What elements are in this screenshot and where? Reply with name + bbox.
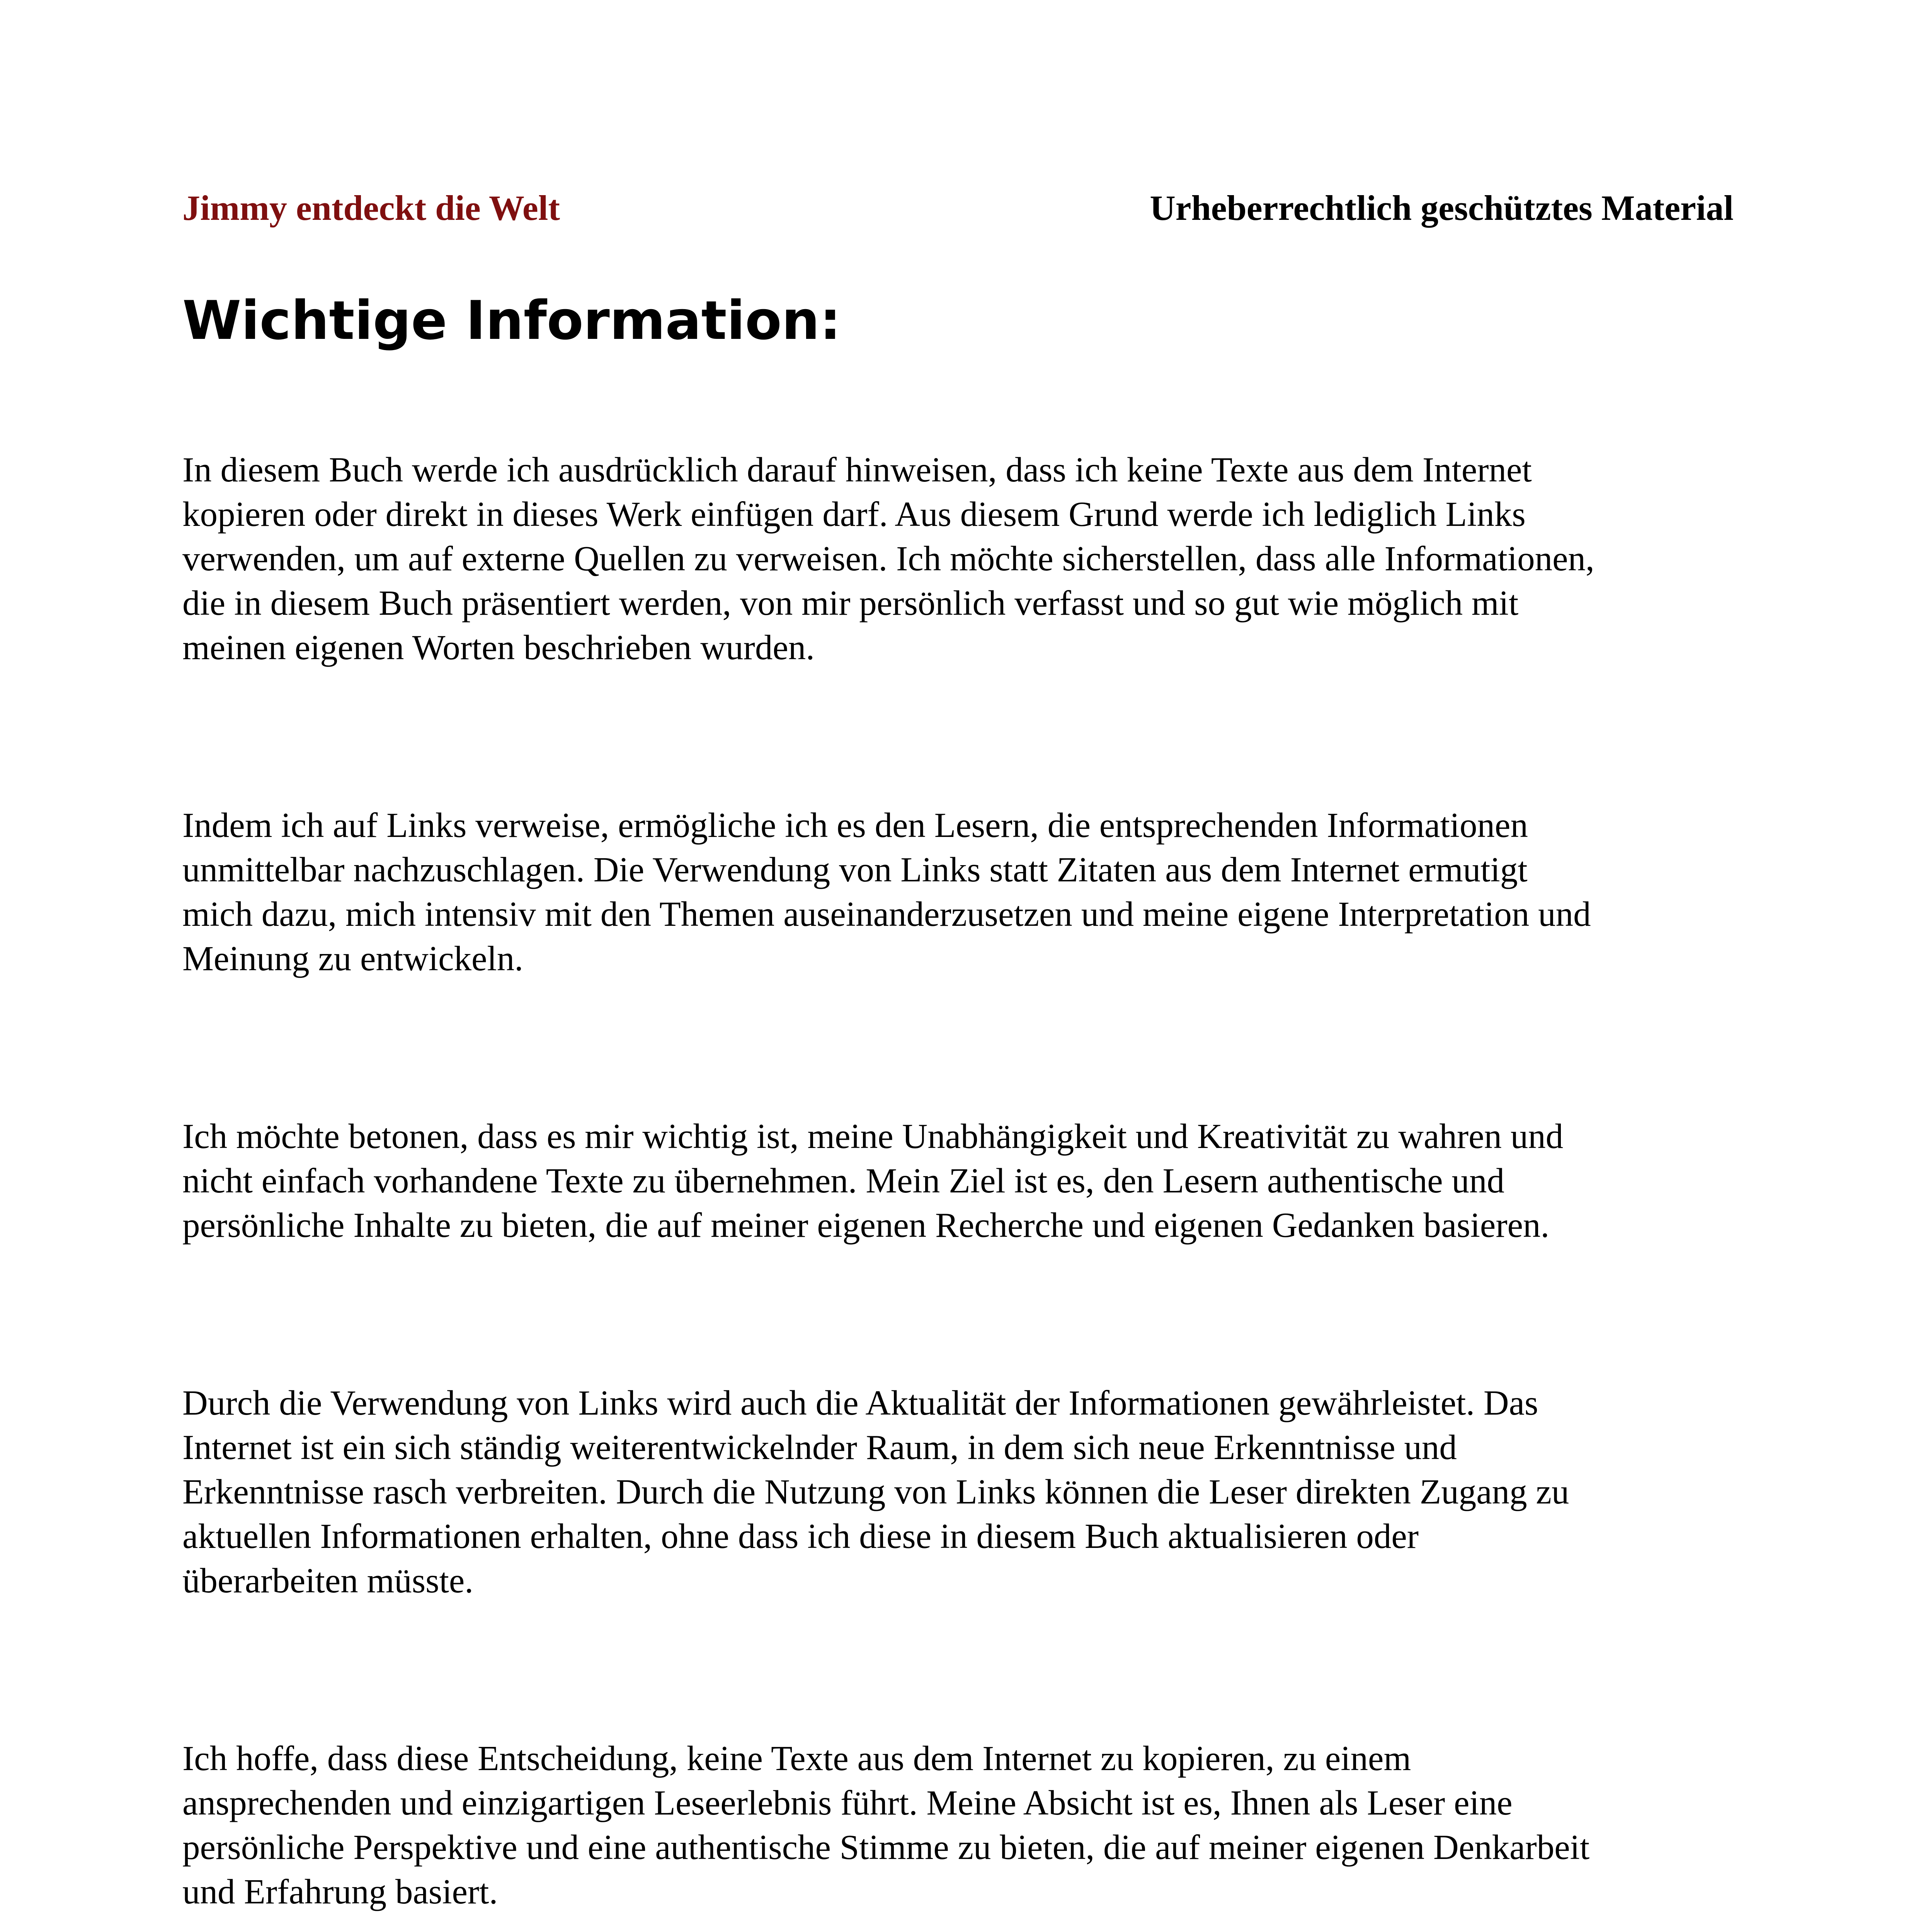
text-line: persönliche Inhalte zu bieten, die auf meiner eigenen Recherche und eigenen Gedanken basieren. <box>182 1206 1550 1245</box>
paragraph <box>182 1381 1744 1603</box>
text-line: unmittelbar nachzuschlagen. Die Verwendung von Links statt Zitaten aus dem Internet ermutigt <box>182 850 1528 889</box>
text-line: kopieren oder direkt in dieses Werk einfügen darf. Aus diesem Grund werde ich lediglich Links <box>182 495 1526 534</box>
text-line: In diesem Buch werde ich ausdrücklich darauf hinweisen, dass ich keine Texte aus dem Internet <box>182 450 1532 489</box>
text-line: nicht einfach vorhandene Texte zu übernehmen. Mein Ziel ist es, den Lesern authentische und <box>182 1161 1504 1200</box>
text-line: persönliche Perspektive und eine authentische Stimme zu bieten, die auf meiner eigenen Denkarbeit <box>182 1828 1590 1867</box>
text-line: Erkenntnisse rasch verbreiten. Durch die Nutzung von Links können die Leser direkten Zugang zu <box>182 1472 1569 1511</box>
body-text <box>182 447 1744 1932</box>
text-line: Indem ich auf Links verweise, ermögliche ich es den Lesern, die entsprechenden Informationen <box>182 806 1528 845</box>
book-title: Jimmy entdeckt die Welt <box>182 188 560 228</box>
paragraph <box>182 1114 1744 1247</box>
text-line: Meinung zu entwickeln. <box>182 939 523 978</box>
text-line: die in diesem Buch präsentiert werden, von mir persönlich verfasst und so gut wie möglich mit <box>182 583 1519 622</box>
text-line: und Erfahrung basiert. <box>182 1872 498 1911</box>
text-line: verwenden, um auf externe Quellen zu verweisen. Ich möchte sicherstellen, dass alle Informationen, <box>182 539 1594 578</box>
text-line: Ich hoffe, dass diese Entscheidung, keine Texte aus dem Internet zu kopieren, zu einem <box>182 1739 1411 1778</box>
text-line: Ich möchte betonen, dass es mir wichtig ist, meine Unabhängigkeit und Kreativität zu wahren und <box>182 1117 1564 1156</box>
copyright-notice: Urheberrechtlich geschütztes Material <box>1150 188 1734 228</box>
paragraph <box>182 1736 1744 1914</box>
text-line: Durch die Verwendung von Links wird auch die Aktualität der Informationen gewährleistet. Das <box>182 1383 1538 1422</box>
section-heading: Wichtige Information: <box>182 289 841 352</box>
text-line: überarbeiten müsste. <box>182 1561 474 1600</box>
paragraph <box>182 803 1744 981</box>
text-line: Internet ist ein sich ständig weiterentwickelnder Raum, in dem sich neue Erkenntnisse und <box>182 1428 1457 1467</box>
text-line: mich dazu, mich intensiv mit den Themen auseinanderzusetzen und meine eigene Interpretation und <box>182 895 1591 934</box>
paragraph <box>182 447 1744 670</box>
text-line: ansprechenden und einzigartigen Leseerlebnis führt. Meine Absicht ist es, Ihnen als Leser eine <box>182 1783 1513 1822</box>
text-line: aktuellen Informationen erhalten, ohne dass ich diese in diesem Buch aktualisieren oder <box>182 1517 1419 1556</box>
page-header <box>182 185 1734 231</box>
text-line: meinen eigenen Worten beschrieben wurden. <box>182 628 815 667</box>
